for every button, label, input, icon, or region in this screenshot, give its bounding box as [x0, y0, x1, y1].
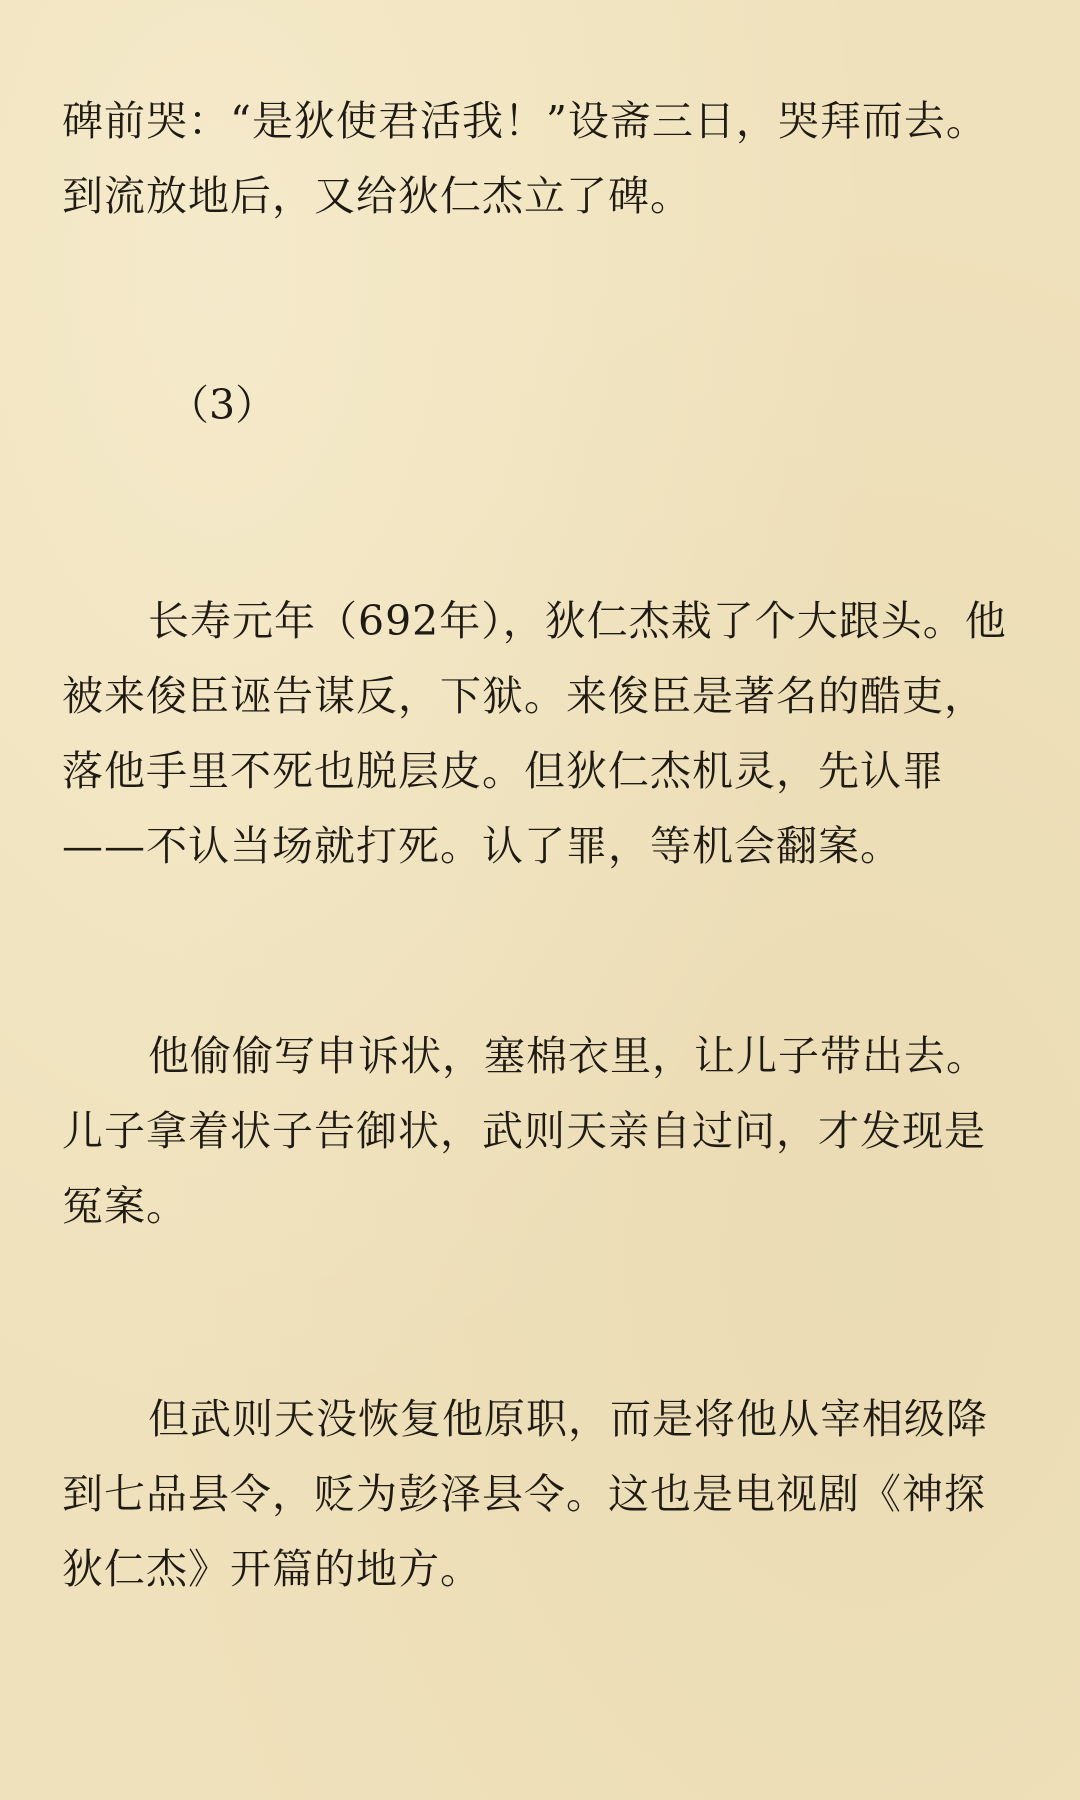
- paragraph-demotion: 但武则天没恢复他原职，而是将他从宰相级降到七品县令，贬为彭泽县令。这也是电视剧《神探狄仁杰》开篇的地方。: [62, 1395, 988, 1593]
- paragraph-arrest: 长寿元年（692年），狄仁杰栽了个大跟头。他被来俊臣诬告谋反，下狱。来俊臣是著名的酷吏，落他手里不死也脱层皮。但狄仁杰机灵，先认罪——不认当场就打死。认了罪，等机会翻案。: [62, 597, 1007, 870]
- paragraph-appeal: 他偷偷写申诉状，塞棉衣里，让儿子带出去。儿子拿着状子告御状，武则天亲自过问，才发现是冤案。: [62, 1032, 988, 1230]
- section-number: （3）: [168, 381, 277, 429]
- paragraph-continuation: 碑前哭：“是狄使君活我！”设斋三日，哭拜而去。到流放地后，又给狄仁杰立了碑。: [62, 97, 988, 220]
